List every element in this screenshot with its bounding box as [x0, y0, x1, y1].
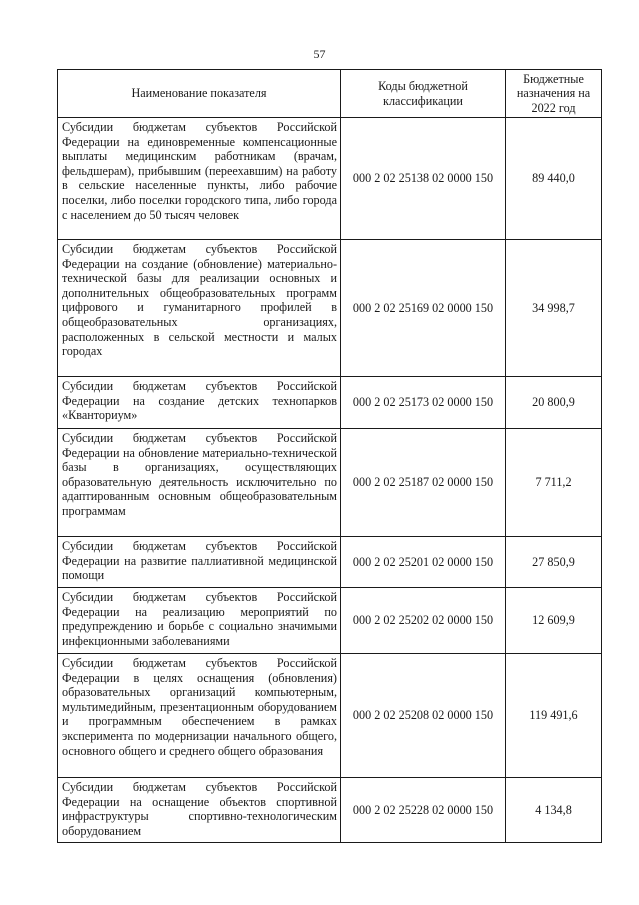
- indicator-name: Субсидии бюджетам субъектов Российской Федерации на развитие паллиативной медицинской помощи: [58, 537, 341, 588]
- column-header-code: Коды бюджетной классификации: [341, 70, 506, 118]
- table-row: [58, 654, 602, 778]
- page-number: 57: [313, 47, 326, 61]
- table-header-row: [58, 70, 602, 118]
- indicator-name: Субсидии бюджетам субъектов Российской Федерации на оснащение объектов спортивной инфраструктуры спортивно-технологическим оборудованием: [58, 778, 341, 843]
- budget-code: 000 2 02 25228 02 0000 150: [341, 778, 506, 843]
- table-row: [58, 429, 602, 537]
- indicator-name: Субсидии бюджетам субъектов Российской Федерации в целях оснащения (обновления) образовательных организаций компьютерным, мультимедийным, презентационным оборудованием и программным обеспечением в рамках эксперимента по модернизации начального общего, основного общего и среднего общего образования: [58, 654, 341, 778]
- budget-code: 000 2 02 25201 02 0000 150: [341, 537, 506, 588]
- budget-amount: 4 134,8: [506, 778, 602, 843]
- budget-code: 000 2 02 25187 02 0000 150: [341, 429, 506, 537]
- budget-amount: 34 998,7: [506, 240, 602, 377]
- budget-table: [57, 69, 602, 843]
- indicator-name: Субсидии бюджетам субъектов Российской Федерации на создание детских технопарков «Кванториум»: [58, 377, 341, 429]
- table-row: [58, 377, 602, 429]
- table-row: [58, 778, 602, 843]
- indicator-name: Субсидии бюджетам субъектов Российской Федерации на обновление материально-технической базы в организациях, осуществляющих образовательную деятельность исключительно по адаптированным основным общеобразовательным программам: [58, 429, 341, 537]
- table-row: [58, 240, 602, 377]
- budget-code: 000 2 02 25138 02 0000 150: [341, 118, 506, 240]
- column-header-amount: Бюджетные назначения на 2022 год: [506, 70, 602, 118]
- budget-code: 000 2 02 25169 02 0000 150: [341, 240, 506, 377]
- budget-amount: 7 711,2: [506, 429, 602, 537]
- table-row: [58, 537, 602, 588]
- indicator-name: Субсидии бюджетам субъектов Российской Федерации на реализацию мероприятий по предупреждению и борьбе с социально значимыми инфекционными заболеваниями: [58, 588, 341, 654]
- table-row: [58, 588, 602, 654]
- budget-amount: 27 850,9: [506, 537, 602, 588]
- budget-code: 000 2 02 25173 02 0000 150: [341, 377, 506, 429]
- budget-amount: 119 491,6: [506, 654, 602, 778]
- indicator-name: Субсидии бюджетам субъектов Российской Федерации на создание (обновление) материально-технической базы для реализации основных и дополнительных общеобразовательных программ цифрового и гуманитарного профилей в общеобразовательных организациях, расположенных в сельской местности и малых городах: [58, 240, 341, 377]
- column-header-name: Наименование показателя: [58, 70, 341, 118]
- budget-amount: 89 440,0: [506, 118, 602, 240]
- table-row: [58, 118, 602, 240]
- indicator-name: Субсидии бюджетам субъектов Российской Федерации на единовременные компенсационные выплаты медицинским работникам (врачам, фельдшерам), прибывшим (переехавшим) на работу в сельские населенные пункты, либо рабочие поселки, либо поселки городского типа, либо города с населением до 50 тысяч человек: [58, 118, 341, 240]
- budget-code: 000 2 02 25208 02 0000 150: [341, 654, 506, 778]
- budget-amount: 20 800,9: [506, 377, 602, 429]
- budget-code: 000 2 02 25202 02 0000 150: [341, 588, 506, 654]
- budget-amount: 12 609,9: [506, 588, 602, 654]
